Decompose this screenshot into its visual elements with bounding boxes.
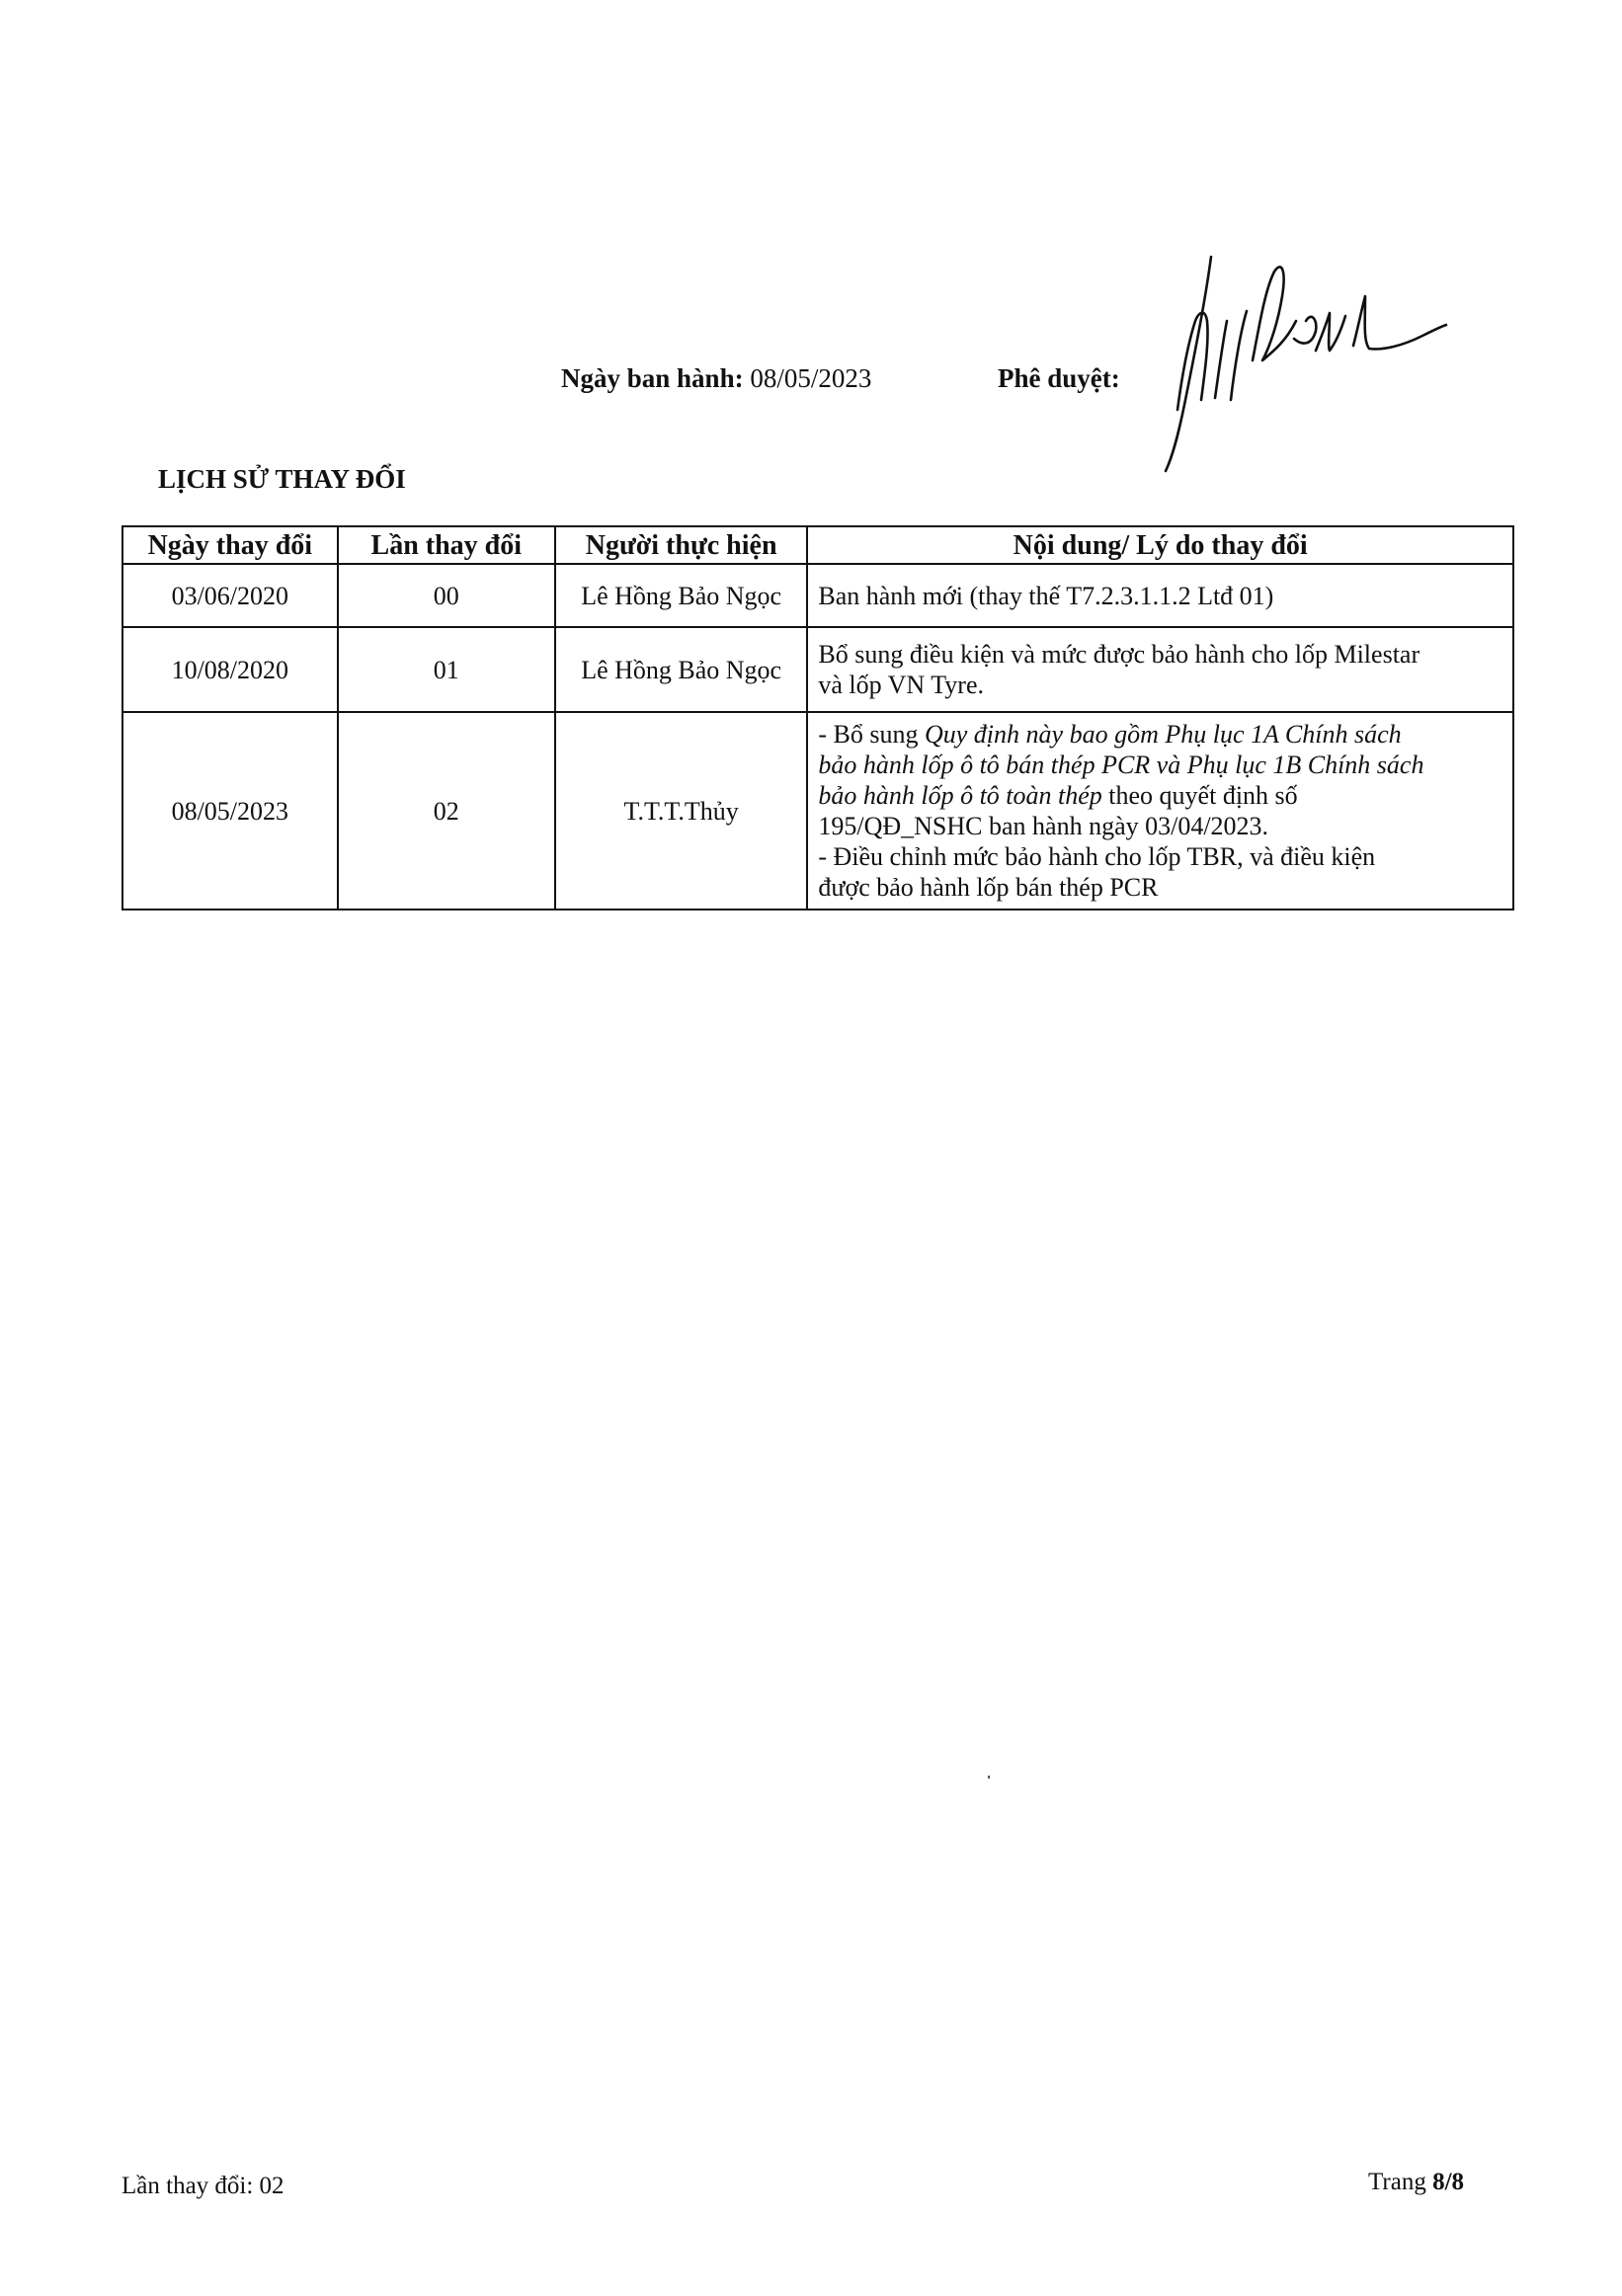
content-line: - Điều chỉnh mức bảo hành cho lốp TBR, và điều kiện — [818, 842, 1376, 871]
cell-person: T.T.T.Thủy — [555, 712, 807, 910]
content-line — [818, 750, 1502, 780]
header-person: Người thực hiện — [555, 526, 807, 564]
cell-content — [807, 564, 1513, 627]
content-line: Bổ sung điều kiện và mức được bảo hành cho lốp Milestar — [818, 640, 1420, 669]
cell-revision: 02 — [338, 712, 555, 910]
content-italic-text: bảo hành lốp ô tô bán thép PCR và Phụ lục 1B Chính sách — [818, 751, 1424, 779]
cell-date: 03/06/2020 — [122, 564, 338, 627]
cell-revision: 00 — [338, 564, 555, 627]
cell-content — [807, 627, 1513, 712]
table-header-row — [122, 526, 1513, 564]
cell-date: 08/05/2023 — [122, 712, 338, 910]
cell-revision: 01 — [338, 627, 555, 712]
section-title: LỊCH SỬ THAY ĐỔI — [158, 464, 406, 494]
table-row — [122, 627, 1513, 712]
cell-date: 10/08/2020 — [122, 627, 338, 712]
header-change-date: Ngày thay đổi — [122, 526, 338, 564]
approval-signature — [1136, 252, 1452, 479]
approval-label: Phê duyệt: — [998, 363, 1120, 393]
header-content: Nội dung/ Lý do thay đổi — [807, 526, 1513, 564]
page-value: 8/8 — [1432, 2169, 1465, 2195]
content-text: theo quyết định số — [1101, 781, 1298, 810]
content-text: - Bổ sung — [818, 720, 925, 749]
content-line: và lốp VN Tyre. — [818, 671, 985, 699]
issue-date-label: Ngày ban hành: — [561, 363, 744, 393]
table-row — [122, 712, 1513, 910]
issue-date-value: 08/05/2023 — [750, 363, 872, 393]
cell-content — [807, 712, 1513, 910]
cell-person: Lê Hồng Bảo Ngọc — [555, 564, 807, 627]
content-line: được bảo hành lốp bán thép PCR — [818, 873, 1159, 902]
footer-revision: Lần thay đổi: 02 — [122, 2173, 284, 2199]
table-row — [122, 564, 1513, 627]
content-line — [818, 719, 1502, 750]
cell-person: Lê Hồng Bảo Ngọc — [555, 627, 807, 712]
page-label: Trang — [1368, 2169, 1433, 2195]
header-revision: Lần thay đổi — [338, 526, 555, 564]
footer-page-number — [1368, 2169, 1464, 2196]
content-italic-text: bảo hành lốp ô tô toàn thép — [818, 781, 1102, 810]
content-italic-text: Quy định này bao gồm Phụ lục 1A Chính sách — [924, 720, 1402, 749]
issue-date — [561, 363, 871, 394]
change-history-table — [122, 525, 1514, 910]
content-line: 195/QĐ_NSHC ban hành ngày 03/04/2023. — [818, 812, 1269, 840]
scan-speck — [988, 1776, 990, 1779]
content-line — [818, 780, 1502, 811]
content-line: Ban hành mới (thay thế T7.2.3.1.1.2 Ltđ 01) — [818, 581, 1274, 610]
